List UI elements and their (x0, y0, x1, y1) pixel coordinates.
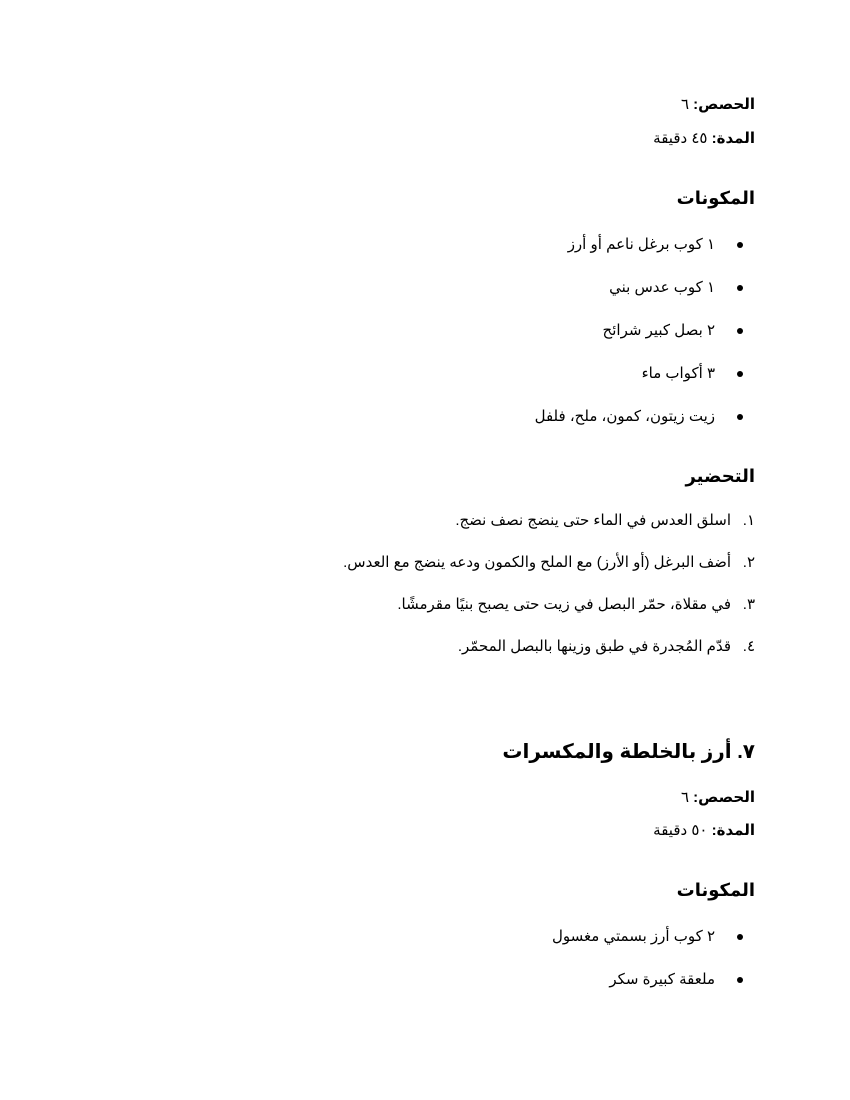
ingredient-item: ١ كوب عدس بني (609, 279, 755, 297)
step-number: ٣. (742, 596, 755, 613)
ingredients-heading: المكونات (676, 880, 755, 900)
step-text: قدّم المُجدرة في طبق وزينها بالبصل المحمّر. (457, 638, 731, 655)
servings-label: الحصص: (693, 789, 755, 806)
step-item (458, 638, 755, 656)
servings-line (681, 789, 755, 807)
ingredient-item: ٣ أكواب ماء (642, 365, 755, 383)
ingredient-item: ملعقة كبيرة سكر (609, 971, 755, 989)
duration-label: المدة: (711, 130, 755, 147)
servings-value: ٦ (680, 789, 689, 806)
ingredient-item: ٢ كوب أرز بسمتي مغسول (552, 928, 755, 946)
duration-line (653, 822, 755, 840)
recipe-title: ٧. أرز بالخلطة والمكسرات (502, 741, 755, 763)
duration-value: ٥٠ دقيقة (653, 822, 708, 839)
ingredient-item: زيت زيتون، كمون، ملح، فلفل (535, 408, 755, 426)
bullet-icon (737, 242, 743, 248)
step-number: ٤. (742, 638, 755, 655)
step-item (343, 554, 755, 572)
bullet-icon (737, 414, 743, 420)
duration-value: ٤٥ دقيقة (653, 130, 708, 147)
duration-label: المدة: (711, 822, 755, 839)
step-number: ١. (742, 512, 755, 529)
step-text: اسلق العدس في الماء حتى ينضج نصف نضج. (455, 512, 731, 529)
preparation-heading: التحضير (685, 466, 755, 486)
duration-line (653, 130, 755, 148)
servings-label: الحصص: (693, 96, 755, 113)
step-item (397, 596, 755, 614)
bullet-icon (737, 328, 743, 334)
ingredient-item: ٢ بصل كبير شرائح (603, 322, 755, 340)
servings-value: ٦ (680, 96, 689, 113)
servings-line (681, 96, 755, 114)
bullet-icon (737, 977, 743, 983)
step-number: ٢. (742, 554, 755, 571)
step-text: في مقلاة، حمّر البصل في زيت حتى يصبح بنيًا مقرمشًا. (397, 596, 731, 613)
step-text: أضف البرغل (أو الأرز) مع الملح والكمون ودعه ينضج مع العدس. (343, 554, 731, 571)
bullet-icon (737, 285, 743, 291)
bullet-icon (737, 934, 743, 940)
ingredient-item: ١ كوب برغل ناعم أو أرز (568, 236, 755, 254)
ingredients-heading: المكونات (676, 188, 755, 208)
bullet-icon (737, 371, 743, 377)
step-item (455, 512, 755, 530)
